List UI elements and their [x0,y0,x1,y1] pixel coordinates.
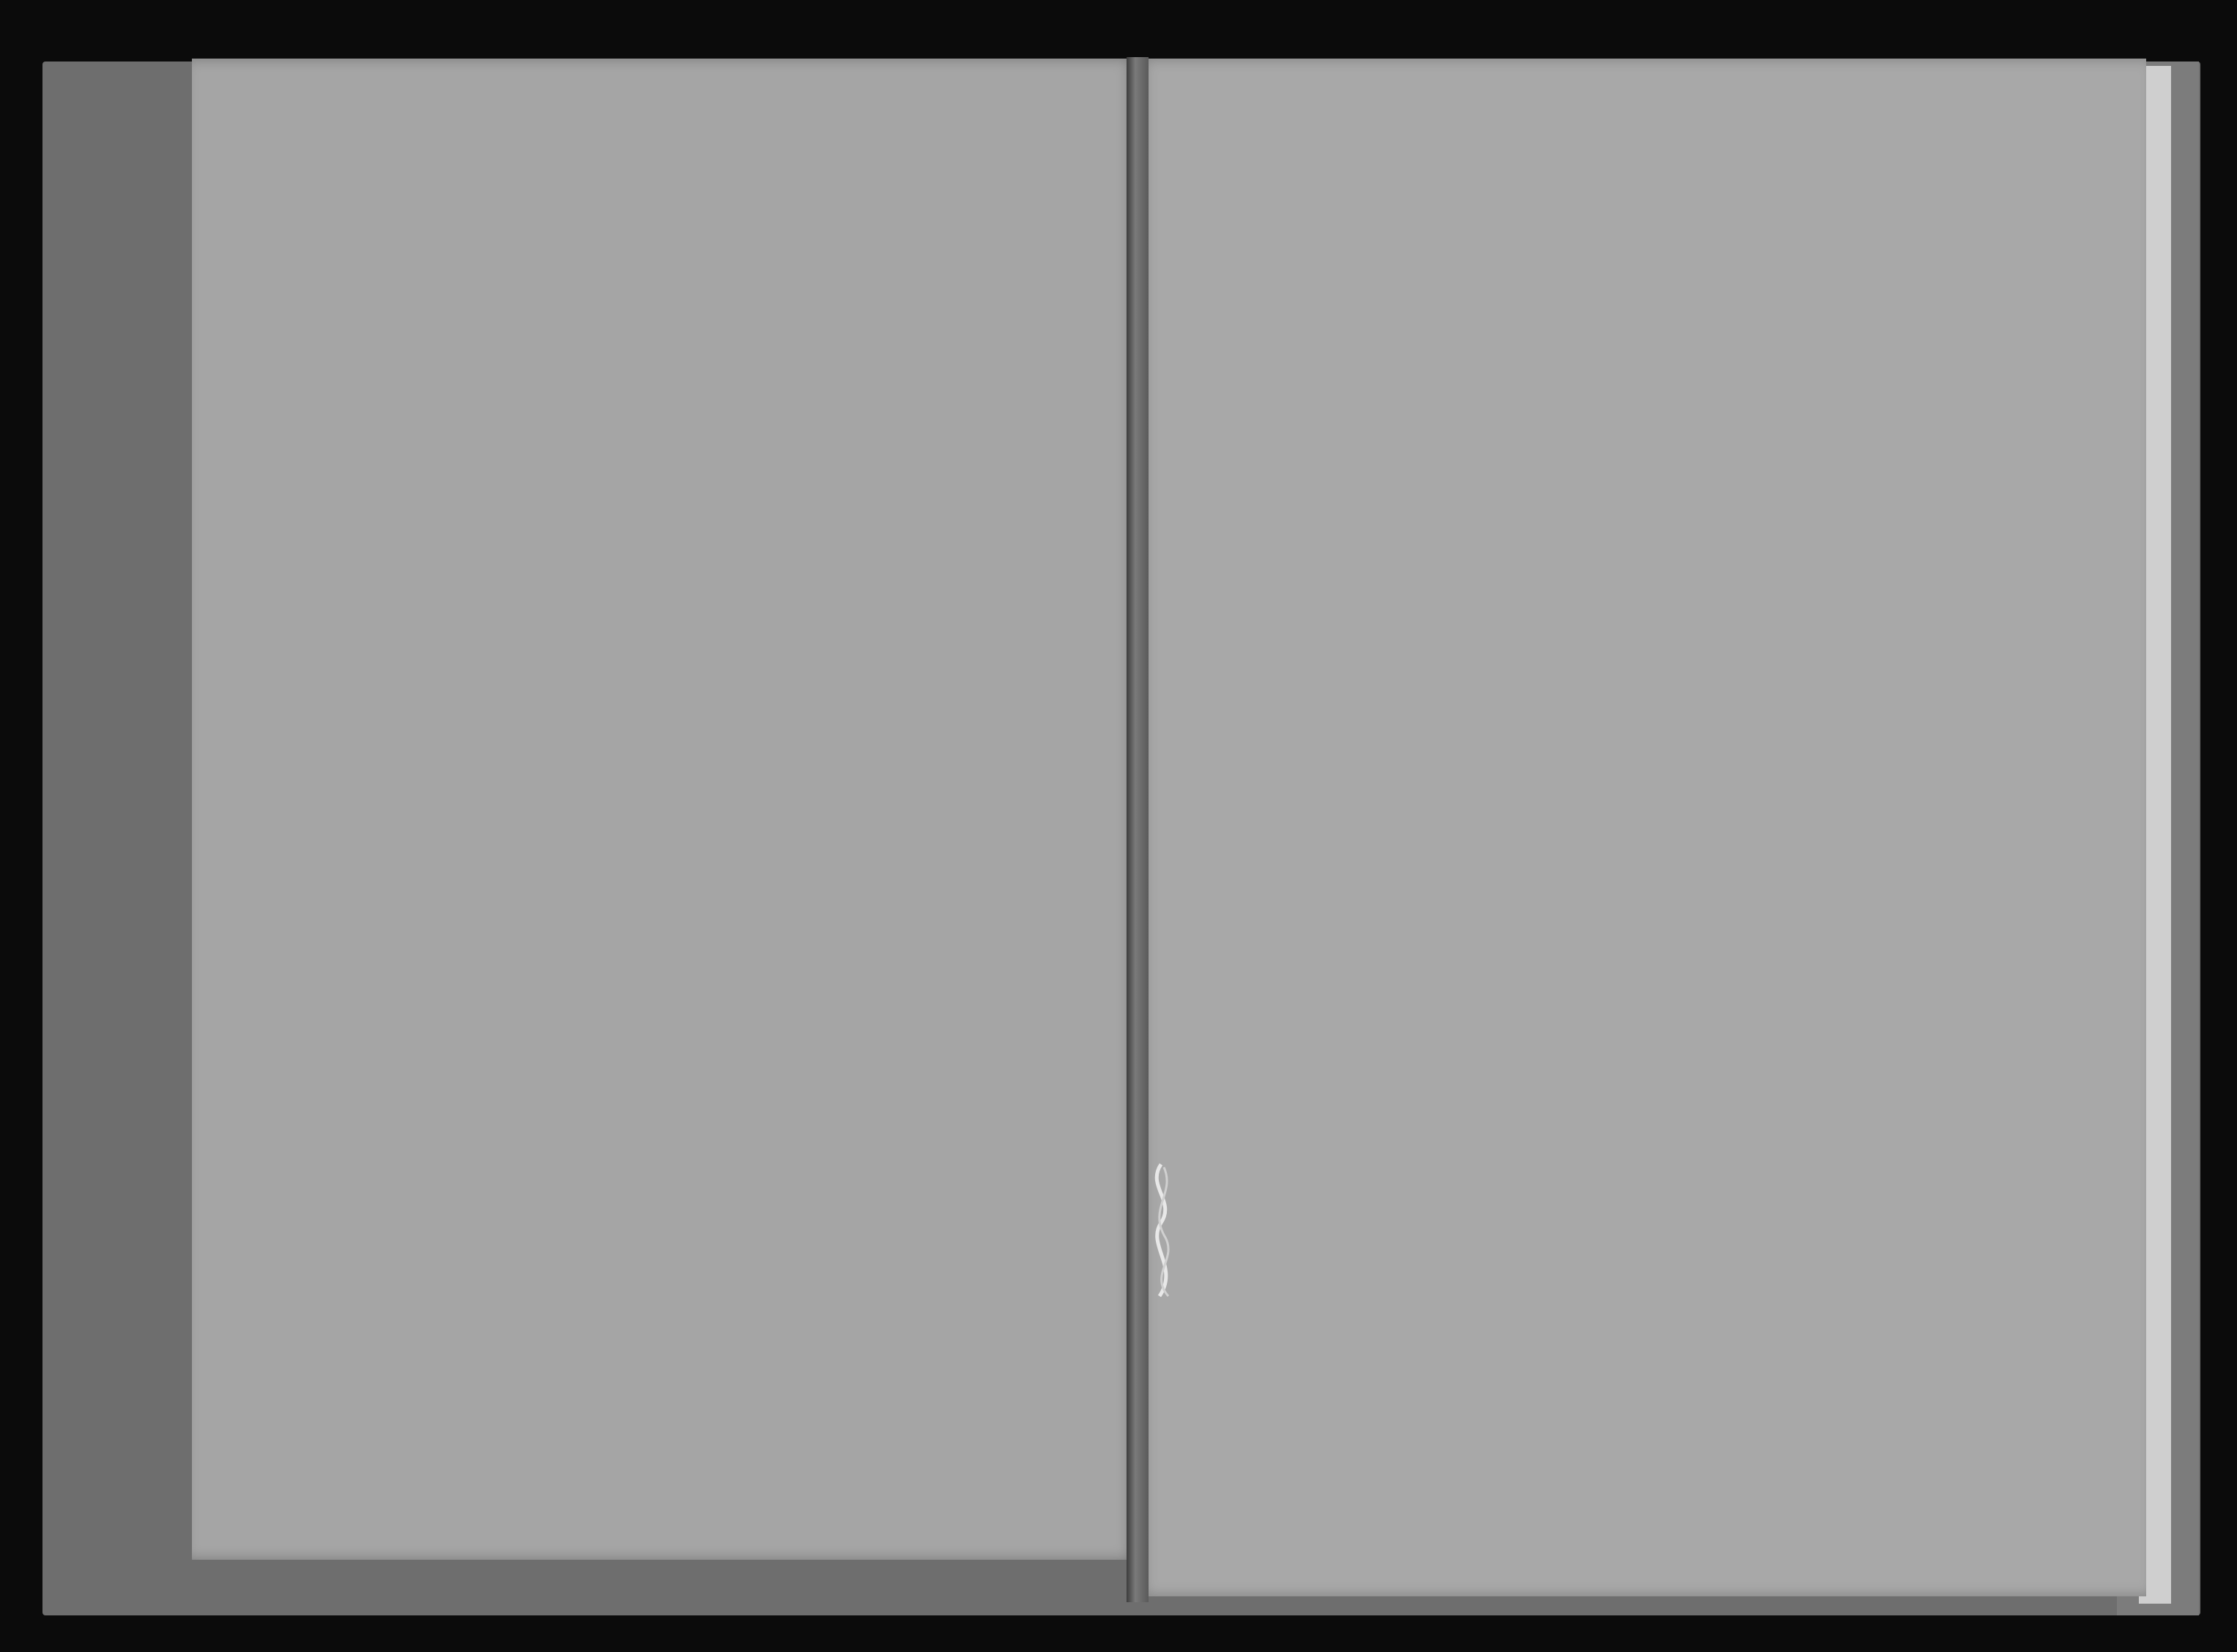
book-spine [1127,57,1149,1602]
binding-thread-icon [1139,1157,1183,1303]
right-page [1137,59,2146,1596]
left-page [192,59,1137,1560]
